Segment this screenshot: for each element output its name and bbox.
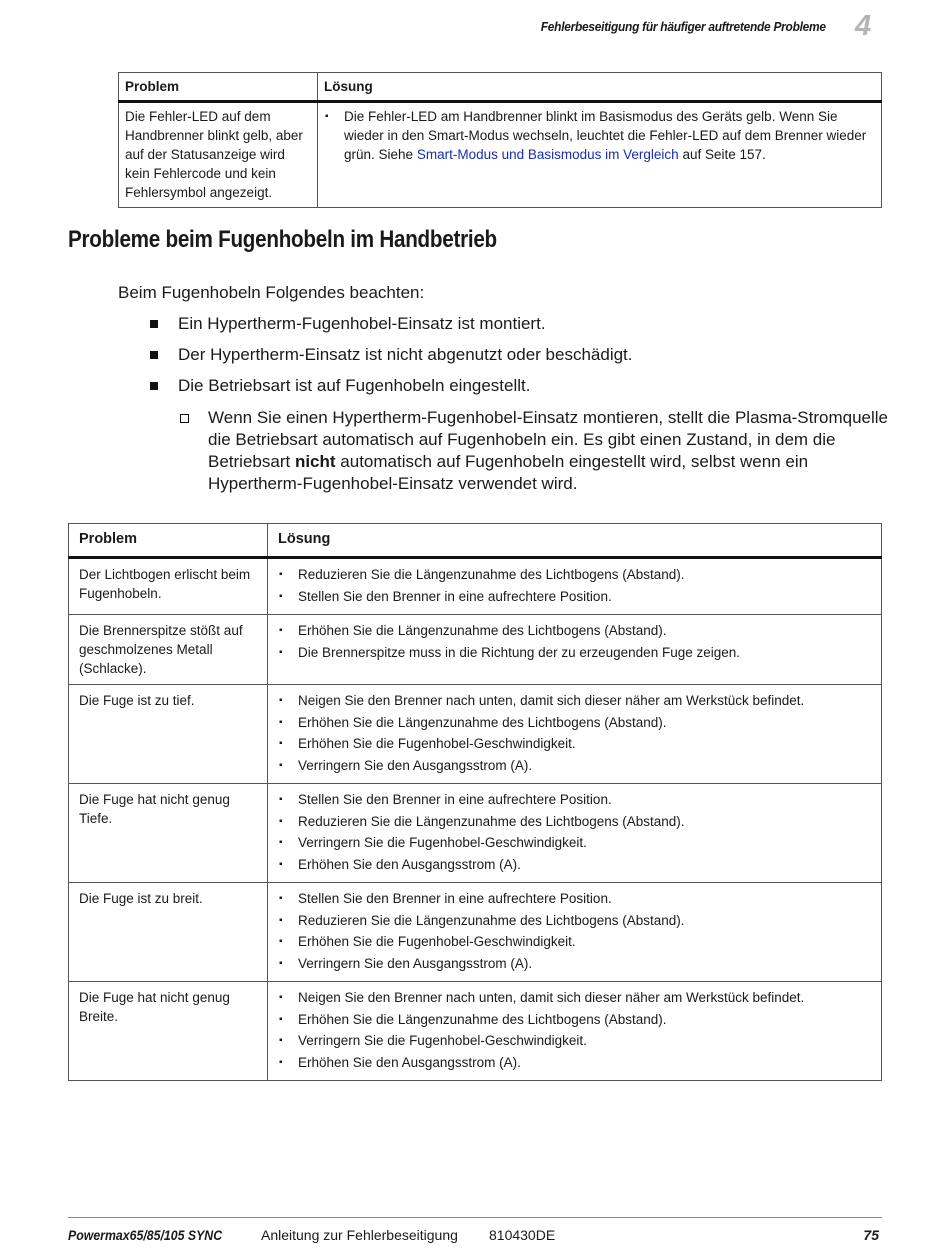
solution-list [278, 988, 871, 1072]
column-header-solution: Lösung [268, 524, 882, 558]
solution-item: ▪ Stellen Sie den Brenner in eine aufrechtere Position. [278, 587, 871, 606]
table-row [69, 615, 882, 685]
solution-item: ▪ Verringern Sie den Ausgangsstrom (A). [278, 954, 871, 973]
precondition-list [150, 314, 633, 407]
table-header-row [119, 73, 882, 102]
list-item: Der Hypertherm-Einsatz ist nicht abgenutzt oder beschädigt. [150, 345, 633, 365]
page-number: 75 [863, 1227, 879, 1243]
table-row [119, 102, 882, 208]
solution-item: ▪ Reduzieren Sie die Längenzunahme des Lichtbogens (Abstand). [278, 911, 871, 930]
solution-item: ▪ Stellen Sie den Brenner in eine aufrechtere Position. [278, 889, 871, 908]
led-problem-table [118, 72, 882, 208]
section-title: Probleme beim Fugenhobeln im Handbetrieb [68, 226, 497, 253]
solution-item: ▪ Reduzieren Sie die Längenzunahme des Lichtbogens (Abstand). [278, 565, 871, 584]
solution-item: ▪ Erhöhen Sie den Ausgangsstrom (A). [278, 1053, 871, 1072]
footer-doc-number: 810430DE [489, 1227, 556, 1243]
solution-item: ▪ Erhöhen Sie die Längenzunahme des Lichtbogens (Abstand). [278, 713, 871, 732]
gouging-problem-table [68, 523, 882, 1081]
list-item: Die Betriebsart ist auf Fugenhobeln eingestellt. [150, 376, 633, 396]
table-row [69, 685, 882, 784]
solution-cell [268, 982, 882, 1081]
solution-item: ▪ Reduzieren Sie die Längenzunahme des Lichtbogens (Abstand). [278, 812, 871, 831]
solution-cell [268, 558, 882, 615]
solution-item [324, 107, 875, 164]
solution-list [278, 691, 871, 775]
problem-cell: Die Fuge hat nicht genug Breite. [69, 982, 268, 1081]
solution-item: ▪ Verringern Sie die Fugenhobel-Geschwindigkeit. [278, 833, 871, 852]
chapter-number: 4 [855, 10, 872, 42]
column-header-solution: Lösung [318, 73, 882, 102]
solution-item: ▪ Neigen Sie den Brenner nach unten, damit sich dieser näher am Werkstück befindet. [278, 988, 871, 1007]
solution-item: ▪ Verringern Sie den Ausgangsstrom (A). [278, 756, 871, 775]
table-row [69, 982, 882, 1081]
solution-item: ▪ Erhöhen Sie den Ausgangsstrom (A). [278, 855, 871, 874]
solution-cell [318, 102, 882, 208]
solution-item: ▪ Erhöhen Sie die Längenzunahme des Lichtbogens (Abstand). [278, 1010, 871, 1029]
footer-divider [68, 1217, 882, 1218]
problem-cell: Der Lichtbogen erlischt beim Fugenhobeln. [69, 558, 268, 615]
problem-cell: Die Fehler-LED auf dem Handbrenner blinkt gelb, aber auf der Statusanzeige wird kein Fehlercode und kein Fehlersymbol angezeigt. [119, 102, 318, 208]
note-emphasis: nicht [294, 452, 336, 471]
solution-item: ▪ Erhöhen Sie die Fugenhobel-Geschwindigkeit. [278, 734, 871, 753]
solution-item: ▪ Neigen Sie den Brenner nach unten, damit sich dieser näher am Werkstück befindet. [278, 691, 871, 710]
solution-cell [268, 685, 882, 784]
solution-list [278, 889, 871, 973]
table-row [69, 883, 882, 982]
footer-doc-title: Anleitung zur Fehlerbeseitigung [261, 1227, 458, 1243]
solution-cell [268, 615, 882, 685]
column-header-problem: Problem [119, 73, 318, 102]
solution-cell [268, 883, 882, 982]
solution-item: ▪ Stellen Sie den Brenner in eine aufrechtere Position. [278, 790, 871, 809]
problem-cell: Die Fuge ist zu tief. [69, 685, 268, 784]
solution-item: ▪ Die Brennerspitze muss in die Richtung der zu erzeugenden Fuge zeigen. [278, 643, 871, 662]
solution-item: ▪ Erhöhen Sie die Fugenhobel-Geschwindigkeit. [278, 932, 871, 951]
list-item: Ein Hypertherm-Fugenhobel-Einsatz ist montiert. [150, 314, 633, 334]
solution-cell [268, 784, 882, 883]
solution-list [278, 565, 871, 606]
running-header-title: Fehlerbeseitigung für häufiger auftretende Probleme [541, 19, 826, 34]
solution-list [324, 107, 875, 164]
hollow-square-bullet-icon [180, 414, 189, 423]
note-text-after: automatisch auf Fugenhobeln eingestellt wird, selbst wenn ein Hypertherm-Fugenhobel-Einsatz verwendet wird. [208, 452, 809, 493]
solution-list [278, 621, 871, 662]
column-header-problem: Problem [69, 524, 268, 558]
solution-suffix: auf Seite 157. [682, 147, 766, 162]
note-text-before: Wenn Sie einen Hypertherm-Fugenhobel-Einsatz montieren, stellt die Plasma-Stromquelle die Betriebsart automatisch auf Fugenhobeln ein. Es gibt einen Zustand, in dem die Betriebsart [208, 408, 889, 471]
intro-text: Beim Fugenhobeln Folgendes beachten: [118, 283, 425, 302]
problem-cell: Die Fuge hat nicht genug Tiefe. [69, 784, 268, 883]
cross-reference-link[interactable]: Smart-Modus und Basismodus im Vergleich [416, 147, 679, 162]
solution-item: ▪ Verringern Sie die Fugenhobel-Geschwindigkeit. [278, 1031, 871, 1050]
table-row [69, 558, 882, 615]
note-paragraph [178, 407, 898, 495]
solution-text: Die Fehler-LED am Handbrenner blinkt im Basismodus des Geräts gelb. Wenn Sie wieder in den Smart-Modus wechseln, leuchtet die Fehler-LED auf dem Brenner wieder grün. Siehe [344, 109, 867, 162]
solution-item: ▪ Erhöhen Sie die Längenzunahme des Lichtbogens (Abstand). [278, 621, 871, 640]
table-row [69, 784, 882, 883]
table-header-row [69, 524, 882, 558]
solution-list [278, 790, 871, 874]
footer-product: Powermax65/85/105 SYNC [68, 1227, 223, 1243]
problem-cell: Die Fuge ist zu breit. [69, 883, 268, 982]
problem-cell: Die Brennerspitze stößt auf geschmolzenes Metall (Schlacke). [69, 615, 268, 685]
